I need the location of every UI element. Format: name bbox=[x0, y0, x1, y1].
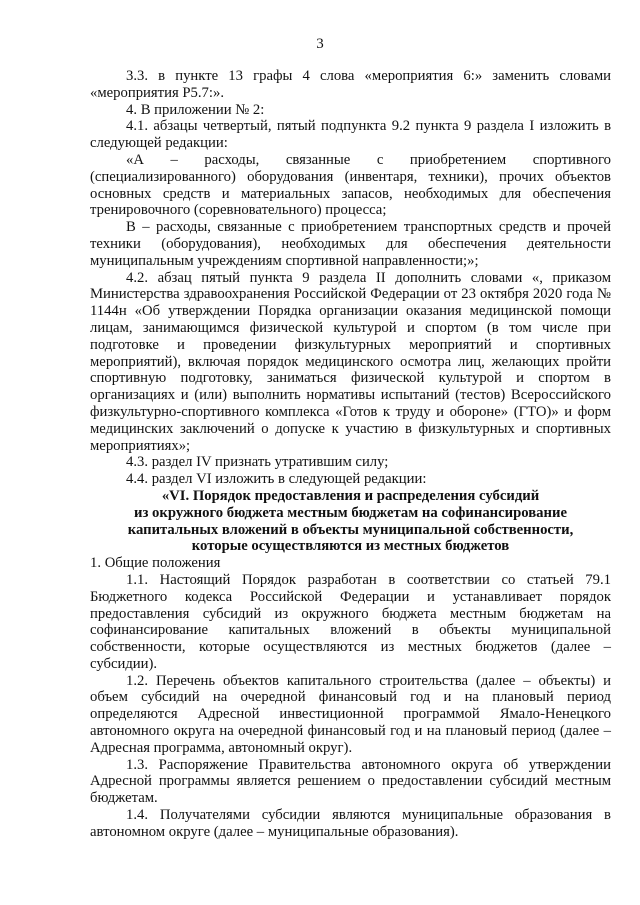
paragraph-4-2: 4.2. абзац пятый пункта 9 раздела II дополнить словами «, приказом Министерства здравоохранения Российской Федерации от 23 октября 2020 года № 1144н «Об утверждении Порядка организации оказания медицинской помощи лицам, занимающимся физической культурой и спортом (в том числе при подготовке и проведении физкультурных мероприятий и спортивных мероприятий), включая порядок медицинского осмотра лиц, желающих пройти спортивную подготовку, заниматься физической культурой и спортом в организациях и (или) выполнить нормативы испытаний (тестов) Всероссийского физкультурно-спортивного комплекса «Готов к труду и обороне» (ГТО)» и форм медицинских заключений о допуске к участию в физкультурных и спортивных мероприятиях»; bbox=[90, 269, 611, 454]
paragraph-1-1: 1.1. Настоящий Порядок разработан в соответствии со статьей 79.1 Бюджетного кодекса Российской Федерации и устанавливает порядок предоставления субсидий из окружного бюджета местным бюджетам на софинансирование капитальных вложений в объекты муниципальной собственности, которые осуществляются из местных бюджетов (далее – субсидии). bbox=[90, 571, 611, 672]
paragraph-expense-b: В – расходы, связанные с приобретением транспортных средств и прочей техники (оборудования), необходимых для обеспечения деятельности муниципальным учреждениям спортивной направленности;»; bbox=[90, 219, 611, 269]
heading-line-1: «VI. Порядок предоставления и распределения субсидий bbox=[161, 487, 540, 504]
subsection-title: 1. Общие положения bbox=[90, 555, 221, 572]
paragraph-expense-a: «А – расходы, связанные с приобретением спортивного (специализированного) оборудования (инвентаря, техники), прочих объектов основных средств и материальных запасов, необходимых для обеспечения тренировочного (соревновательного) процесса; bbox=[90, 151, 611, 219]
heading-line-4: которые осуществляются из местных бюджетов bbox=[191, 538, 510, 555]
page-number: 3 bbox=[316, 36, 324, 52]
paragraph-4-4: 4.4. раздел VI изложить в следующей редакции: bbox=[126, 471, 427, 488]
heading-line-3: капитальных вложений в объекты муниципальной собственности, bbox=[127, 521, 574, 538]
paragraph-4-1: 4.1. абзацы четвертый, пятый подпункта 9.2 пункта 9 раздела I изложить в следующей редакции: bbox=[90, 118, 611, 152]
paragraph-1-4: 1.4. Получателями субсидии являются муниципальные образования в автономном округе (далее – муниципальные образования). bbox=[90, 807, 611, 840]
heading-line-2: из окружного бюджета местным бюджетам на софинансирование bbox=[134, 504, 567, 521]
paragraph-3-3: 3.3. в пункте 13 графы 4 слова «мероприятия 6:» заменить словами «мероприятия Р5.7:». bbox=[90, 68, 611, 101]
document-body bbox=[90, 68, 611, 841]
paragraph-4: 4. В приложении № 2: bbox=[126, 101, 265, 118]
paragraph-1-3: 1.3. Распоряжение Правительства автономного округа об утверждении Адресной программы является решением о предоставлении субсидий местным бюджетам. bbox=[90, 756, 611, 807]
paragraph-4-3: 4.3. раздел IV признать утратившим силу; bbox=[126, 454, 389, 471]
paragraph-1-2: 1.2. Перечень объектов капитального строительства (далее – объекты) и объем субсидий на очередной финансовый год и на плановый период определяются Адресной инвестиционной программой Ямало-Ненецкого автономного округа на очередной финансовый год и на плановый период (далее – Адресная программа, автономный округ). bbox=[90, 672, 611, 756]
section-heading bbox=[90, 488, 611, 555]
